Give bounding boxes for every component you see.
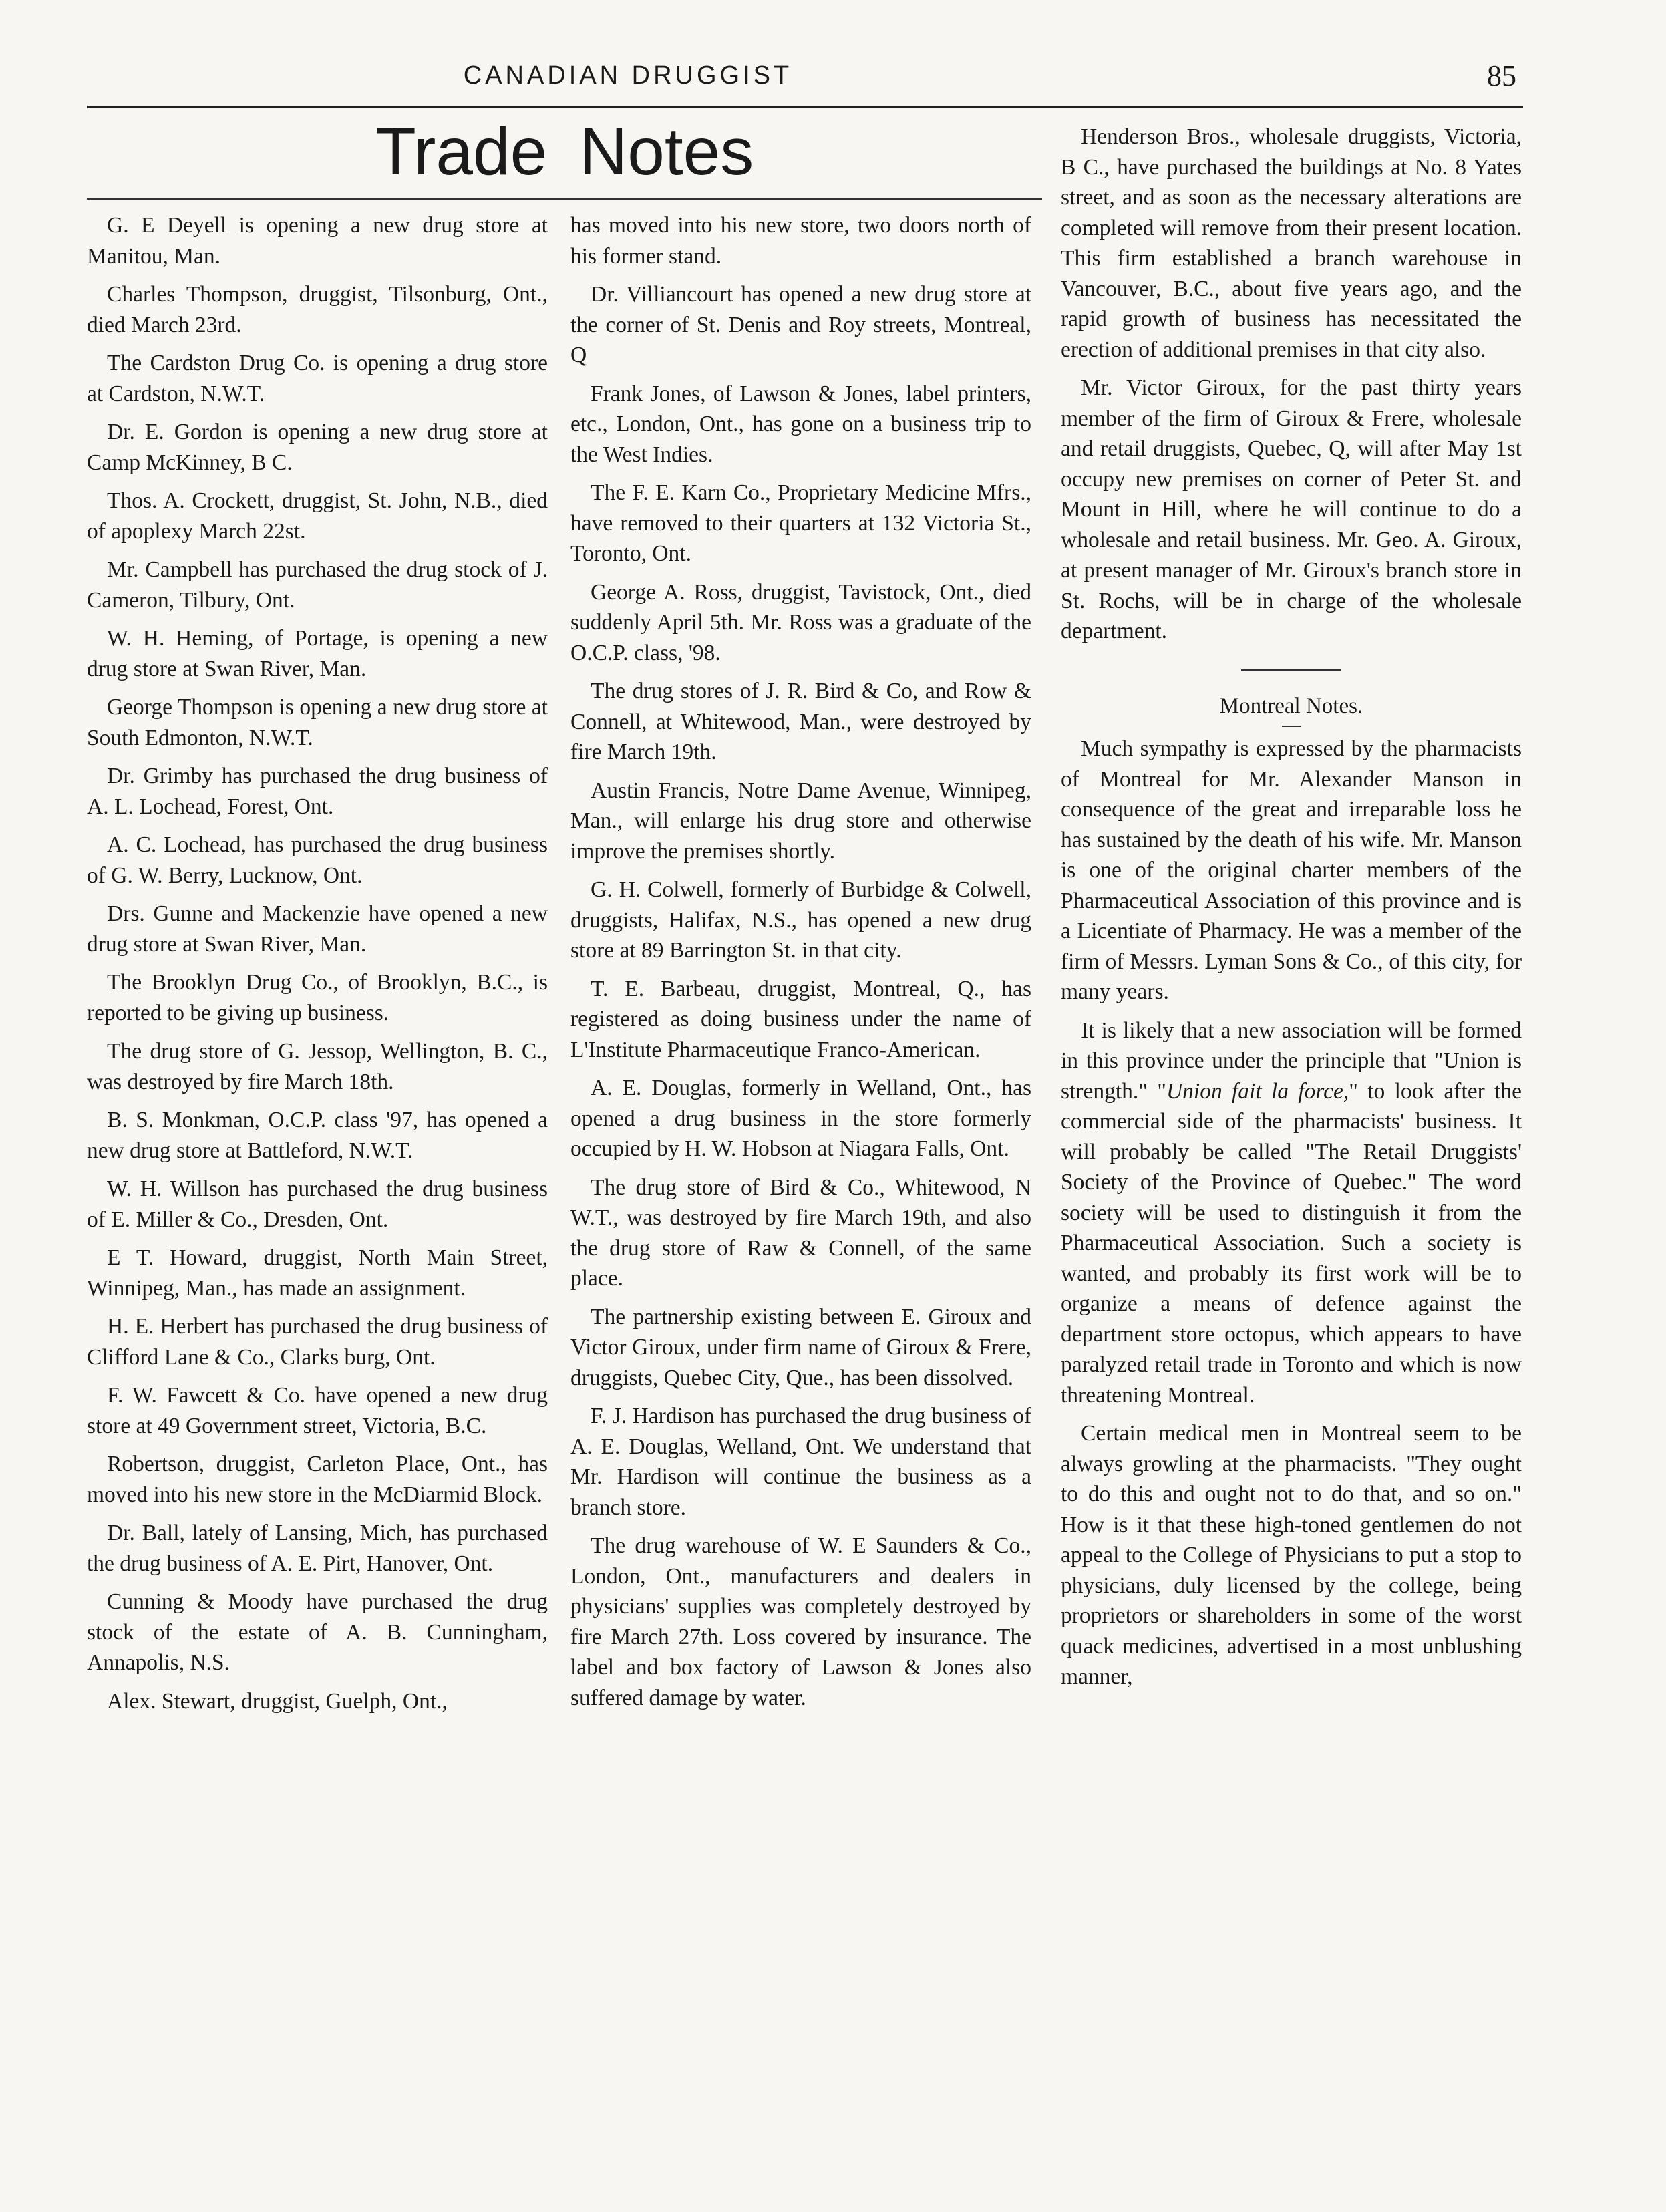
news-item: The drug store of Bird & Co., Whitewood, N W.T., was destroyed by fire March 19th, and also the drug store of Raw & Connell, of the same place. [570, 1174, 1031, 1291]
news-item: Robertson, druggist, Carleton Place, Ont., has moved into his new store in the McDiarmid Block. [87, 1452, 548, 1507]
running-head [87, 59, 1523, 108]
news-item: Frank Jones, of Lawson & Jones, label printers, etc., London, Ont., has gone on a business trip to the West Indies. [570, 381, 1031, 467]
news-item: Mr. Victor Giroux, for the past thirty years member of the firm of Giroux & Frere, wholesale and retail druggists, Quebec, Q, will after May 1st occupy new premises on corner of Peter St. and Mount in Hill, where he will continue to do a wholesale and retail business. Mr. Geo. A. Giroux, at present manager of Mr. Giroux's branch store in St. Rochs, will be in charge of the wholesale department. [1061, 375, 1522, 643]
news-item: Mr. Campbell has purchased the drug stock of J. Cameron, Tilbury, Ont. [87, 557, 548, 613]
text-run: " to look after the commercial side of the pharmacists' business. It will probably be called "The Retail Druggists' Society of the Province of Quebec." The word society will be used to distinguish it from the Pharmaceutical Association. Such a society is wanted, and probably its first work will be to organize a means of defence against the department store octopus, which appears to have paralyzed retail trade in Toronto and which is now threatening Montreal. [1061, 1078, 1522, 1408]
news-item: The drug store of G. Jessop, Wellington, B. C., was destroyed by fire March 18th. [87, 1039, 548, 1094]
news-item: Cunning & Moody have purchased the drug stock of the estate of A. B. Cunningham, Annapolis, N.S. [87, 1589, 548, 1675]
motto-italic: Union fait la force, [1166, 1078, 1349, 1104]
news-item: H. E. Herbert has purchased the drug business of Clifford Lane & Co., Clarks burg, Ont. [87, 1314, 548, 1370]
news-item: Dr. Villiancourt has opened a new drug store at the corner of St. Denis and Roy streets, Montreal, Q [570, 282, 1031, 367]
news-item: T. E. Barbeau, druggist, Montreal, Q., has registered as doing business under the name of L'Institute Pharmaceutique Franco-American. [570, 976, 1031, 1062]
news-item: The drug warehouse of W. E Saunders & Co., London, Ont., manufacturers and dealers in physicians' supplies was completely destroyed by fire March 27th. Loss covered by insurance. The label and box factory of Lawson & Jones also suffered damage by water. [570, 1533, 1031, 1710]
news-item: Dr. E. Gordon is opening a new drug store at Camp McKinney, B C. [87, 420, 548, 475]
news-item: A. E. Douglas, formerly in Welland, Ont., has opened a drug business in the store formerly occupied by H. W. Hobson at Niagara Falls, Ont. [570, 1076, 1031, 1161]
news-item: W. H. Willson has purchased the drug business of E. Miller & Co., Dresden, Ont. [87, 1176, 548, 1232]
news-item: F. W. Fawcett & Co. have opened a new drug store at 49 Government street, Victoria, B.C. [87, 1383, 548, 1438]
news-item: The partnership existing between E. Giroux and Victor Giroux, under firm name of Giroux & Frere, druggists, Quebec City, Que., has been dissolved. [570, 1304, 1031, 1390]
news-item: Alex. Stewart, druggist, Guelph, Ont., [107, 1688, 448, 1714]
montreal-paragraph: Much sympathy is expressed by the pharmacists of Montreal for Mr. Alexander Manson in consequence of the great and irreparable loss he has sustained by the death of his wife. Mr. Manson is one of the original charter members of the Pharmaceutical Association of this province and is a Licentiate of Pharmacy. He was a member of the firm of Messrs. Lyman Sons & Co., of this city, for many years. [1061, 736, 1522, 1004]
page-number: 85 [1487, 59, 1516, 92]
page-title: Trade Notes [375, 114, 754, 189]
news-item: A. C. Lochead, has purchased the drug business of G. W. Berry, Lucknow, Ont. [87, 832, 548, 888]
column-1 [87, 210, 548, 1724]
column-3 [1061, 122, 1522, 1700]
news-item: Dr. Grimby has purchased the drug business of A. L. Lochead, Forest, Ont. [87, 764, 548, 819]
news-item: Austin Francis, Notre Dame Avenue, Winnipeg, Man., will enlarge his drug store and otherwise improve the premises shortly. [570, 778, 1031, 864]
news-item: George Thompson is opening a new drug store at South Edmonton, N.W.T. [87, 695, 548, 750]
news-item: G. H. Colwell, formerly of Burbidge & Colwell, druggists, Halifax, N.S., has opened a new drug store at 89 Barrington St. in that city. [570, 877, 1031, 963]
montreal-paragraph [1061, 1015, 1522, 1411]
news-item-continued: has moved into his new store, two doors north of his former stand. [570, 213, 1031, 269]
running-title: CANADIAN DRUGGIST [463, 61, 793, 90]
section-divider [1241, 669, 1341, 671]
text-run: It is likely that a new association will be formed in this province under the principle that "Union is strength." " [1061, 1017, 1522, 1104]
news-item: The drug stores of J. R. Bird & Co, and Row & Connell, at Whitewood, Man., were destroyed by fire March 19th. [570, 679, 1031, 764]
news-item: The Brooklyn Drug Co., of Brooklyn, B.C., is reported to be giving up business. [87, 970, 548, 1025]
news-item: F. J. Hardison has purchased the drug business of A. E. Douglas, Welland, Ont. We understand that Mr. Hardison will continue the business as a branch store. [570, 1404, 1031, 1520]
news-item: E T. Howard, druggist, North Main Street, Winnipeg, Man., has made an assignment. [87, 1245, 548, 1301]
montreal-paragraph: Certain medical men in Montreal seem to be always growling at the pharmacists. "They ought to do this and ought not to do that, and so on." How is it that these high-toned gentlemen do not appeal to the College of Physicians to put a stop to physicians, duly licensed by the college, being proprietors or shareholders in some of the worst quack medicines, advertised in a most unblushing manner, [1061, 1421, 1522, 1689]
news-item: W. H. Heming, of Portage, is opening a new drug store at Swan River, Man. [87, 626, 548, 681]
news-item: Dr. Ball, lately of Lansing, Mich, has purchased the drug business of A. E. Pirt, Hanover, Ont. [87, 1521, 548, 1576]
heading-rule [1282, 726, 1301, 727]
news-item: Thos. A. Crockett, druggist, St. John, N.B., died of apoplexy March 22st. [87, 488, 548, 544]
news-item: The Cardston Drug Co. is opening a drug store at Cardston, N.W.T. [87, 351, 548, 406]
news-item: The F. E. Karn Co., Proprietary Medicine Mfrs., have removed to their quarters at 132 Victoria St., Toronto, Ont. [570, 480, 1031, 566]
column-2 [570, 210, 1031, 1721]
news-item: B. S. Monkman, O.C.P. class '97, has opened a new drug store at Battleford, N.W.T. [87, 1108, 548, 1163]
news-item: G. E Deyell is opening a new drug store at Manitou, Man. [87, 213, 548, 269]
news-item: George A. Ross, druggist, Tavistock, Ont., died suddenly April 5th. Mr. Ross was a graduate of the O.C.P. class, '98. [570, 579, 1031, 665]
news-item: Henderson Bros., wholesale druggists, Victoria, B C., have purchased the buildings at No. 8 Yates street, and as soon as the necessary alterations are completed will remove from their present location. This firm established a branch warehouse in Vancouver, B.C., about five years ago, and the rapid growth of business has necessitated the erection of additional premises in that city also. [1061, 124, 1522, 362]
title-rule [87, 198, 1042, 200]
news-item: Charles Thompson, druggist, Tilsonburg, Ont., died March 23rd. [87, 282, 548, 337]
section-heading: Montreal Notes. [1219, 693, 1363, 718]
news-item: Drs. Gunne and Mackenzie have opened a new drug store at Swan River, Man. [87, 901, 548, 957]
